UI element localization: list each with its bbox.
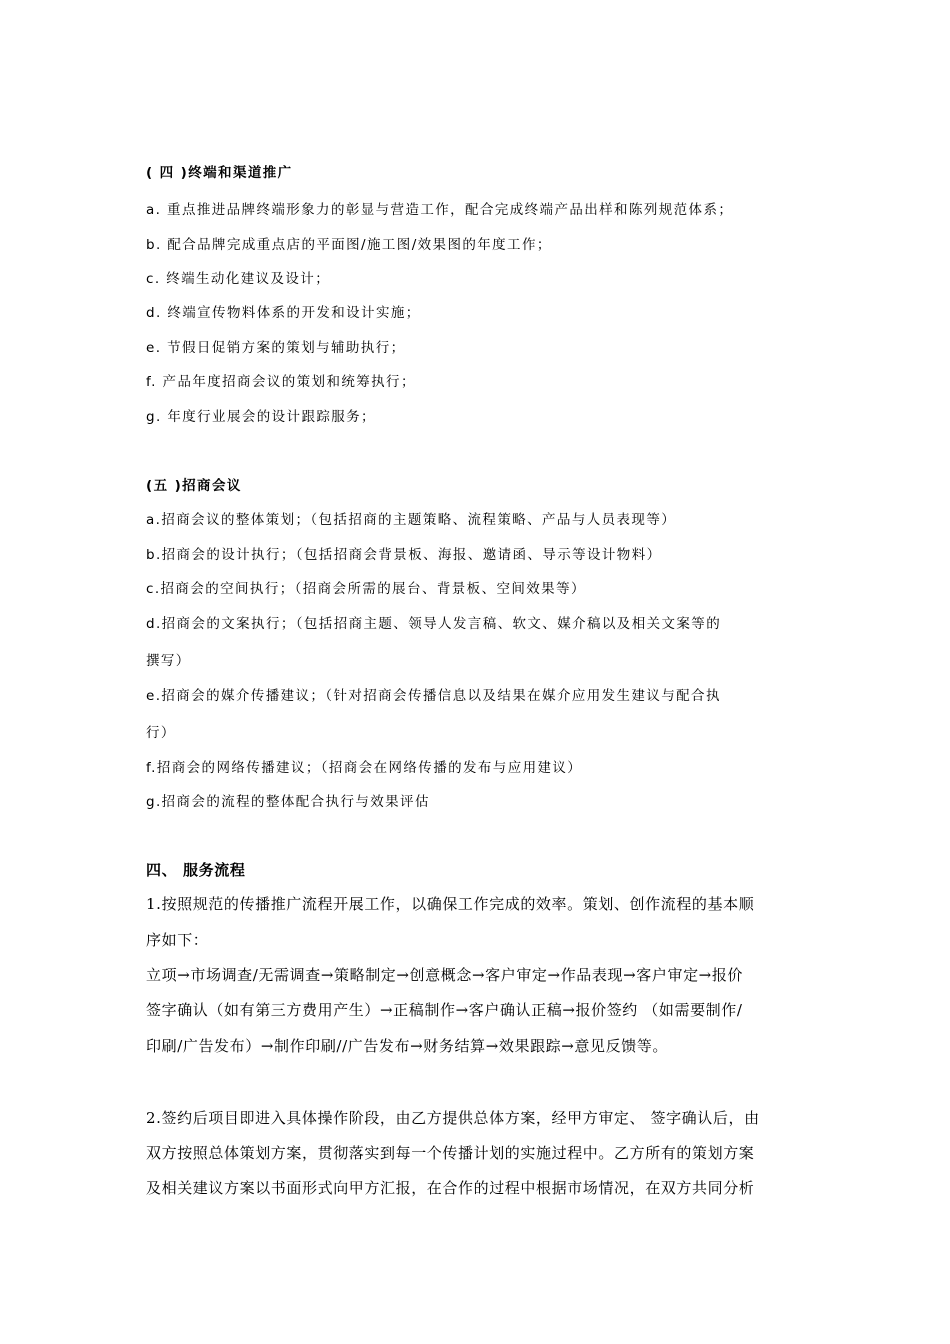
- list-item: a.招商会议的整体策划；（包括招商的主题策略、流程策略、产品与人员表现等）: [146, 512, 677, 528]
- list-item: e. 节假日促销方案的策划与辅助执行；: [146, 340, 406, 356]
- paragraph-line: 双方按照总体策划方案，贯彻落实到每一个传播计划的实施过程中。乙方所有的策划方案: [146, 1144, 755, 1162]
- list-item: c.招商会的空间执行；（招商会所需的展台、背景板、空间效果等）: [146, 581, 586, 597]
- list-item-continuation: 行）: [146, 725, 176, 741]
- list-item: e.招商会的媒介传播建议；（针对招商会传播信息以及结果在媒介应用发生建议与配合执: [146, 688, 721, 704]
- section-heading-service-flow: 四、 服务流程: [146, 861, 246, 879]
- flow-line: 印刷/广告发布）→制作印刷//广告发布→财务结算→效果跟踪→意见反馈等。: [146, 1037, 669, 1055]
- paragraph-line: 2.签约后项目即进入具体操作阶段，由乙方提供总体方案，经甲方审定、 签字确认后，由: [146, 1109, 760, 1127]
- section-heading-investment-meeting: (五 )招商会议: [146, 478, 242, 494]
- list-item: b.招商会的设计执行；（包括招商会背景板、海报、邀请函、导示等设计物料）: [146, 547, 662, 563]
- list-item-continuation: 撰写）: [146, 653, 191, 669]
- flow-line: 签字确认（如有第三方费用产生）→正稿制作→客户确认正稿→报价签约 （如需要制作/: [146, 1001, 743, 1019]
- list-item: g.招商会的流程的整体配合执行与效果评估: [146, 794, 430, 810]
- list-item: f. 产品年度招商会议的策划和统筹执行；: [146, 374, 416, 390]
- list-item: d.招商会的文案执行；（包括招商主题、领导人发言稿、软文、媒介稿以及相关文案等的: [146, 616, 722, 632]
- list-item: a. 重点推进品牌终端形象力的彰显与营造工作，配合完成终端产品出样和陈列规范体系；: [146, 202, 734, 218]
- list-item: b. 配合品牌完成重点店的平面图/施工图/效果图的年度工作；: [146, 237, 552, 253]
- paragraph-line: 序如下：: [146, 931, 209, 949]
- paragraph-line: 及相关建议方案以书面形式向甲方汇报，在合作的过程中根据市场情况，在双方共同分析: [146, 1179, 755, 1197]
- list-item: d. 终端宣传物料体系的开发和设计实施；: [146, 305, 421, 321]
- flow-line: 立项→市场调查/无需调查→策略制定→创意概念→客户审定→作品表现→客户审定→报价: [146, 966, 744, 984]
- list-item: g. 年度行业展会的设计跟踪服务；: [146, 409, 376, 425]
- list-item: f.招商会的网络传播建议；（招商会在网络传播的发布与应用建议）: [146, 760, 583, 776]
- list-item: c. 终端生动化建议及设计；: [146, 271, 331, 287]
- paragraph-line: 1.按照规范的传播推广流程开展工作，以确保工作完成的效率。策划、创作流程的基本顺: [146, 895, 755, 913]
- section-heading-terminal-channel: ( 四 )终端和渠道推广: [146, 165, 293, 181]
